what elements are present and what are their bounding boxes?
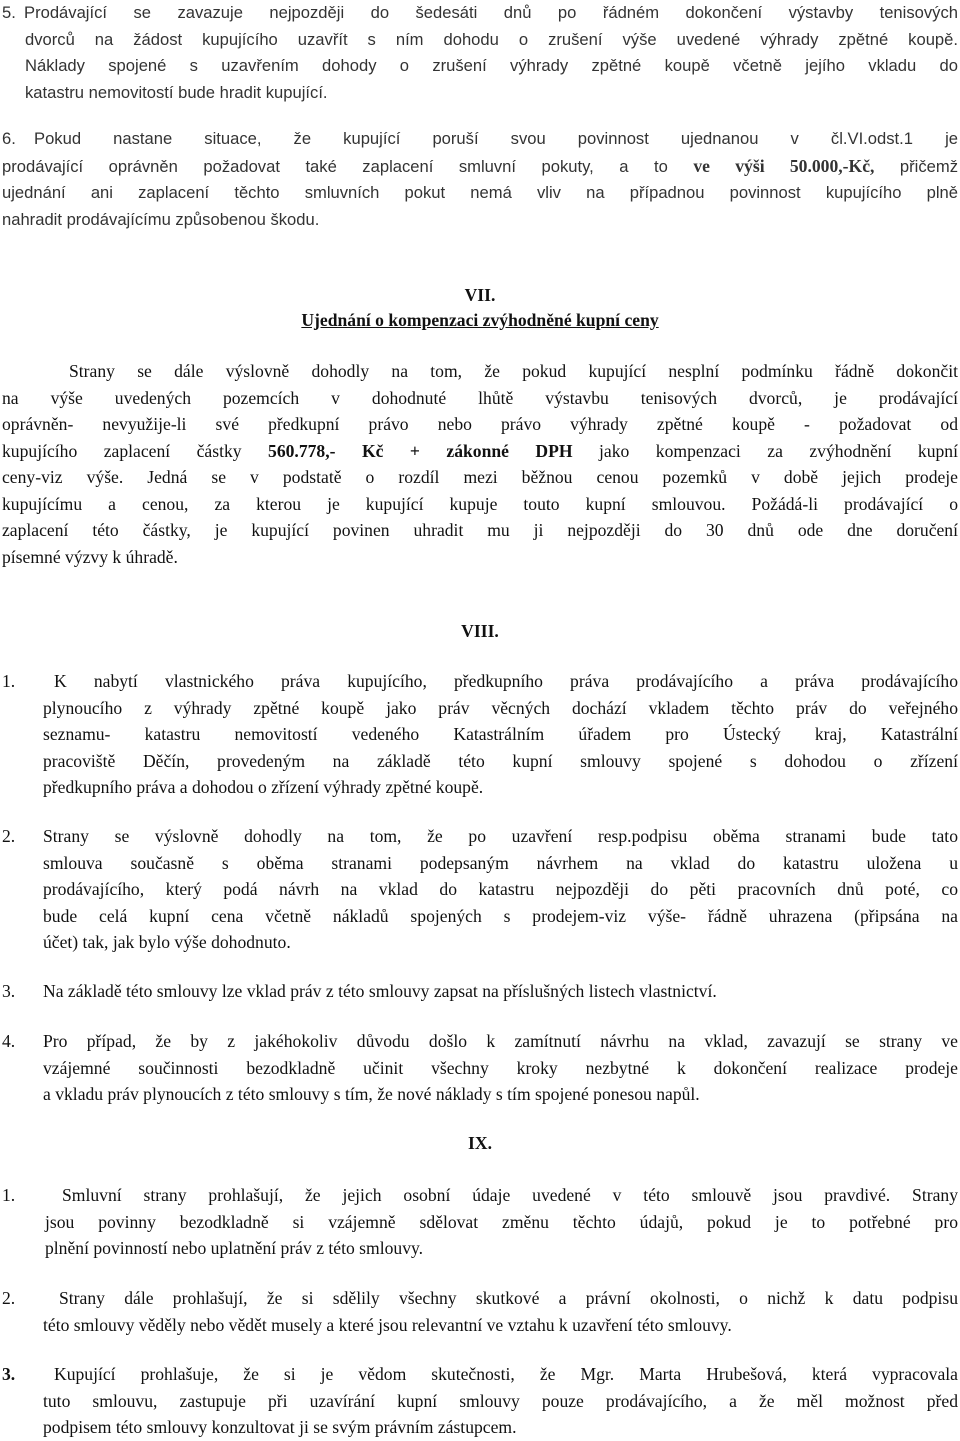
section-7-line bbox=[2, 438, 958, 465]
item-number: 3. bbox=[2, 1364, 16, 1384]
item-line: a vkladu práv plynoucích z této smlouvy s tím, že nové náklady s tím spojené ponesou napůl. bbox=[43, 1084, 700, 1104]
section-8-item-1 bbox=[2, 668, 958, 801]
paragraph-6-line: ujednání ani zaplacení těchto smluvních pokut nemá vliv na případnou povinnost kupujícího plně bbox=[2, 183, 958, 202]
section-7-text: jako kompenzaci za zvýhodnění kupní bbox=[572, 440, 958, 461]
item-line: plnění povinností nebo uplatnění práv z této smlouvy. bbox=[45, 1238, 424, 1258]
paragraph-5 bbox=[2, 0, 958, 106]
item-line: Strany dále prohlašují, že si sdělily všechny skutkové a právní okolnosti, o nichž k datu podpisu bbox=[59, 1288, 958, 1308]
item-line: bude celá kupní cena včetně nákladů spojených s prodejem-viz výše- řádně uhrazena (připsána na bbox=[43, 905, 958, 926]
item-line: seznamu- katastru nemovitostí vedeného Katastrálním úřadem pro Ústecký kraj, Katastrální bbox=[43, 724, 958, 744]
item-line: plynoucího z výhrady zpětné koupě jako práv věcných dochází vkladem těchto práv do veřejného bbox=[43, 697, 958, 718]
section-9-number: IX. bbox=[468, 1133, 492, 1153]
item-line: K nabytí vlastnického práva kupujícího, předkupního práva prodávajícího a práva prodávajícího bbox=[54, 671, 958, 691]
paragraph-5-number: 5. bbox=[2, 3, 16, 22]
item-line: Strany se výslovně dohodly na tom, že po uzavření resp.podpisu oběma stranami bude tato bbox=[43, 826, 958, 846]
section-7-line: kupujícímu a cenou, za kterou je kupující kupuje touto kupní smlouvou. Požádá-li prodávající o bbox=[2, 493, 958, 514]
paragraph-6-line bbox=[2, 153, 958, 181]
paragraph-6-line: Pokud nastane situace, že kupující poruší svou povinnost ujednanou v čl.VI.odst.1 je bbox=[34, 129, 958, 148]
section-8-item-4 bbox=[2, 1028, 958, 1108]
item-number: 3. bbox=[2, 981, 16, 1001]
item-number: 4. bbox=[2, 1031, 16, 1051]
item-line: pracoviště Děčín, provedeným na základě této kupní smlouvy spojené s dohodou o zřízení bbox=[43, 750, 958, 771]
item-line: účet) tak, jak bylo výše dohodnuto. bbox=[43, 932, 291, 952]
section-9-item-2 bbox=[2, 1285, 958, 1338]
item-line: této smlouvy věděly nebo vědět musely a které jsou relevantní ve vztahu k uzavření této smlouvy. bbox=[43, 1314, 732, 1335]
paragraph-5-line: katastru nemovitostí bude hradit kupující. bbox=[25, 82, 328, 102]
item-line: jsou povinny bezodkladně si vzájemně sdělovat změnu těchto údajů, pokud je to potřebné pro bbox=[45, 1211, 958, 1232]
item-line: Pro případ, že by z jakéhokoliv důvodu došlo k zamítnutí návrhu na vklad, zavazují se strany ve bbox=[43, 1031, 958, 1051]
section-7-body bbox=[2, 358, 958, 570]
penalty-amount: ve výši 50.000,-Kč, bbox=[693, 155, 875, 176]
item-number: 2. bbox=[2, 826, 16, 846]
paragraph-5-line: Prodávající se zavazuje nejpozději do šedesáti dnů po řádném dokončení výstavby tenisových bbox=[24, 3, 958, 22]
item-line: předkupního práva a dohodou o zřízení výhrady zpětné koupě. bbox=[43, 777, 484, 797]
section-9-item-1 bbox=[2, 1182, 958, 1262]
section-7-line: zaplacení této částky, je kupující povinen uhradit mu ji nejpozději do 30 dnů ode dne doručení bbox=[2, 520, 958, 540]
item-line: Kupující prohlašuje, že si je vědom skutečnosti, že Mgr. Marta Hrubešová, která vypracovala bbox=[54, 1364, 958, 1384]
paragraph-6-line: nahradit prodávajícímu způsobenou škodu. bbox=[2, 209, 320, 229]
section-7-text: kupujícího zaplacení částky bbox=[2, 440, 269, 461]
paragraph-6-text: přičemž bbox=[874, 156, 958, 176]
section-7-line: písemné výzvy k úhradě. bbox=[2, 546, 178, 567]
item-line: smlouva současně s oběma stranami podepsaným návrhem na vklad do katastru uložena u bbox=[43, 852, 958, 873]
item-number: 2. bbox=[2, 1288, 16, 1308]
item-line: vzájemné součinnosti bezodkladně učinit všechny kroky nezbytné k dokončení realizace prodeje bbox=[43, 1057, 958, 1078]
item-line: Na základě této smlouvy lze vklad práv z této smlouvy zapsat na příslušných listech vlastnictví. bbox=[43, 981, 717, 1001]
section-9-item-3 bbox=[2, 1361, 958, 1441]
section-7-line: na výše uvedených pozemcích v dohodnuté lhůtě výstavbu tenisových dvorců, je prodávající bbox=[2, 387, 958, 408]
section-8-item-3 bbox=[2, 978, 958, 1005]
section-7-line: ceny-viz výše. Jedná se v podstatě o rozdíl mezi běžnou cenou pozemků v době jejich prodeje bbox=[2, 467, 958, 487]
item-line: podpisem této smlouvy konzultovat ji se svým právním zástupcem. bbox=[43, 1417, 517, 1437]
compensation-amount: 560.778,- Kč + zákonné DPH bbox=[268, 440, 573, 461]
item-line: prodávajícího, který podá návrh na vklad do katastru nejpozději do pěti pracovních dnů poté, co bbox=[43, 879, 958, 899]
item-line: Smluvní strany prohlašují, že jejich osobní údaje uvedené v této smlouvě jsou pravdivé. Strany bbox=[62, 1185, 958, 1205]
section-8-item-2 bbox=[2, 823, 958, 956]
paragraph-5-line: Náklady spojené s uzavřením dohody o zrušení výhrady zpětné koupě včetně jejího vkladu do bbox=[25, 56, 958, 75]
paragraph-6-number: 6. bbox=[2, 129, 16, 148]
paragraph-5-line: dvorců na žádost kupujícího uzavřít s ním dohodu o zrušení výše uvedené výhrady zpětné koupě. bbox=[25, 29, 958, 49]
section-8-number: VIII. bbox=[461, 621, 499, 641]
section-7-line: Strany se dále výslovně dohodly na tom, že pokud kupující nesplní podmínku řádně dokončit bbox=[69, 361, 958, 381]
paragraph-6-text: prodávající oprávněn požadovat také zaplacení smluvní pokuty, a to bbox=[2, 156, 694, 176]
item-number: 1. bbox=[2, 671, 16, 691]
paragraph-6 bbox=[2, 126, 958, 233]
section-7-line: oprávněn- nevyužije-li své předkupní právo nebo právo výhrady zpětné koupě - požadovat od bbox=[2, 414, 958, 434]
item-number: 1. bbox=[2, 1185, 16, 1205]
item-line: tuto smlouvu, zastupuje při uzavírání kupní smlouvy pouze prodávajícího, a že měl možnost před bbox=[43, 1390, 958, 1411]
section-7-title: Ujednání o kompenzaci zvýhodněné kupní ceny bbox=[301, 310, 659, 330]
section-7-number: VII. bbox=[464, 285, 496, 305]
